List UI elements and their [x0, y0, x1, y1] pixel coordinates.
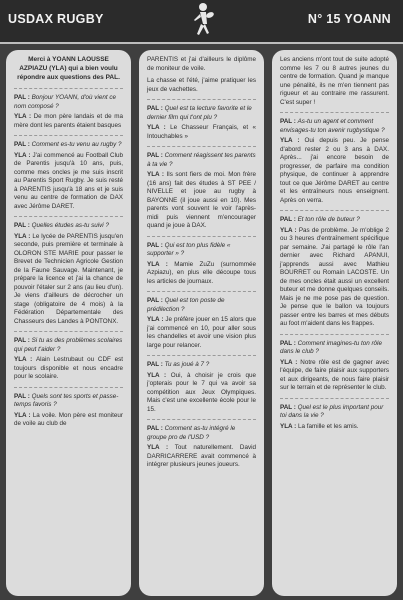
column-2	[139, 50, 264, 596]
question: PAL : Comment as-tu intégré le groupe pro de l'USD ?	[147, 425, 236, 441]
question: PAL : Quel est ta lecture favorite et le dernier film qui t'ont plu ?	[147, 105, 252, 121]
answer: YLA : Le Chasseur Français, et « Intouchables »	[147, 124, 256, 140]
separator	[147, 236, 256, 237]
answer: YLA : Oui, à choisir je crois que j'opterais pour le 7 qui va avoir sa compétition aux Jeux Olympiques. Mais c'est une excellente école pour le 15.	[147, 371, 256, 413]
question: PAL : Tu as joué à 7 ?	[147, 361, 210, 368]
answer: YLA : Ils sont fiers de moi. Mon frère (16 ans) fait des études à ST PEE / NIVELLE et joue au rugby à BAYONNE (il joue aussi en 10). Mes parents vont souvent le voir l'après-midi puis viennent m'encourager quand je joue à DAX.	[147, 171, 256, 229]
question: PAL : Bonjour YOANN, d'où vient ce nom composé ?	[14, 94, 116, 110]
answer: YLA : Le lycée de PARENTIS jusqu'en seconde, puis première et terminale à OLORON STE MARIE pour passer le Brevet de Technicien Agricole Gestion de la Faune Sauvage. Maintenant, je prépare la licence et j'ai la chance de pouvoir l'étaler sur 2 ans (au lieu d'un). Je viens d'ailleurs de décrocher un stage (obligatoire de 4 mois) à la Fédération Départementale des Chasseurs des Landes à PONTONX.	[14, 232, 123, 325]
player-number: N° 15 YOANN	[307, 12, 391, 26]
question: PAL : Si tu as des problèmes scolaires qui peut t'aider ?	[14, 337, 123, 353]
question: PAL : Comment imagines-tu ton rôle dans le club ?	[280, 339, 382, 355]
question: PAL : Comment réagissent tes parents à ta vie ?	[147, 152, 256, 168]
answer: YLA : Tout naturellement. David DARRICARRERE avait commencé à intégrer plusieurs jeunes joueurs.	[147, 444, 256, 468]
column-3	[272, 50, 397, 596]
rugby-player-icon	[188, 2, 216, 40]
separator	[14, 387, 123, 388]
question: PAL : Comment es-tu venu au rugby ?	[14, 141, 122, 149]
answer: YLA : La voile. Mon père est moniteur de voile au club de	[14, 411, 123, 428]
separator	[280, 210, 389, 211]
answer: YLA : La famille et les amis.	[280, 422, 359, 430]
answer: YLA : Pas de problème. Je m'oblige 2 ou 3 heures d'entraînement spécifique par semaine. J'ai partagé le rôle l'an dernier avec Richard APANUI, j'apprends aussi avec Mathieu BOURRET ou Romain LACOSTE. Un de mes oncles était aussi un excellent buteur et me donne quelques conseils. Mais je ne me pose pas de question. Je pense que le ballon va toujours passer entre les barres et mes débuts au foot m'aident dans les frappes.	[280, 226, 389, 327]
separator	[14, 135, 123, 136]
question: PAL : Quel est ton poste de prédilection ?	[147, 297, 225, 313]
answer: YLA : Alain Lestrubaut ou CDF est toujours disponible et nous encadre pour le scolaire.	[14, 356, 123, 381]
question: PAL : As-tu un agent et comment envisages-tu ton avenir rugbystique ?	[280, 118, 385, 134]
separator	[14, 331, 123, 332]
answer: YLA : Mamie ZuZu (surnommée Azpiazu), en plus elle découpe tous les articles de journaux.	[147, 260, 256, 285]
separator	[147, 291, 256, 292]
answer: YLA : J'ai commencé au Football Club de Parentis jusqu'à 10 ans, puis, comme mes oncles je me suis inscrit au Parentis Sport Rugby. Je suis resté à PARENTIS jusqu'à 18 ans et je suis venu au centre de formation de DAX avec Jérôme DARET.	[14, 151, 123, 210]
separator	[280, 398, 389, 399]
separator	[14, 216, 123, 217]
question: PAL : Quel est le plus important pour toi dans la vie ?	[280, 403, 384, 419]
separator	[14, 88, 123, 89]
question: PAL : Quelles études as-tu suivi ?	[14, 222, 109, 230]
club-name: USDAX RUGBY	[8, 12, 104, 26]
answer: YLA : Je préfère jouer en 15 alors que j'ai commencé en 10, pour aller sous les chandelles et avoir une vision plus large pour relancer.	[147, 316, 256, 349]
separator	[280, 334, 389, 335]
question: PAL : Quels sont tes sports et passe-temps favoris ?	[14, 392, 119, 409]
question: PAL : Et ton rôle de buteur ?	[280, 216, 360, 223]
answer: YLA : Oui depuis peu. Je pense d'abord rester 2 ou 3 ans à DAX. Après... j'ai encore besoin de progresser, de parfaire ma condition physique, de continuer à apprendre tout ce que Jérôme DARET au centre et les entraîneurs nous enseignent. Après on verra.	[280, 137, 389, 204]
separator	[147, 355, 256, 356]
answer: YLA : Notre rôle est de gagner avec l'équipe, de faire plaisir aux supporters et aux dirigeants, de nous faire plaisir sur le terrain et de représenter le club.	[280, 358, 389, 391]
separator	[147, 419, 256, 420]
page-header	[0, 0, 403, 44]
continued-text: La chasse et l'été, j'aime pratiquer les jeux de vachettes.	[147, 77, 256, 93]
answer: YLA : De mon père landais et de ma mère dont les parents étaient basques	[14, 113, 123, 129]
intro-text: Merci à YOANN LAOUSSE AZPIAZU (YLA) qui a bien voulu répondre aux questions des PAL.	[17, 56, 120, 81]
continued-text: Les anciens m'ont tout de suite adopté comme les 7 ou 8 autres jeunes du centre de formation. Quand je manque une pénalité, ils ne m'en tiennent pas rigueur et au contraire me rassurent. C'est super !	[280, 56, 389, 106]
separator	[147, 99, 256, 100]
column-1	[6, 50, 131, 596]
continued-text: PARENTIS et j'ai d'ailleurs le diplôme de moniteur de voile.	[147, 56, 256, 72]
separator	[280, 112, 389, 113]
question: PAL : Qui est ton plus fidèle « supporter » ?	[147, 241, 231, 257]
separator	[147, 146, 256, 147]
